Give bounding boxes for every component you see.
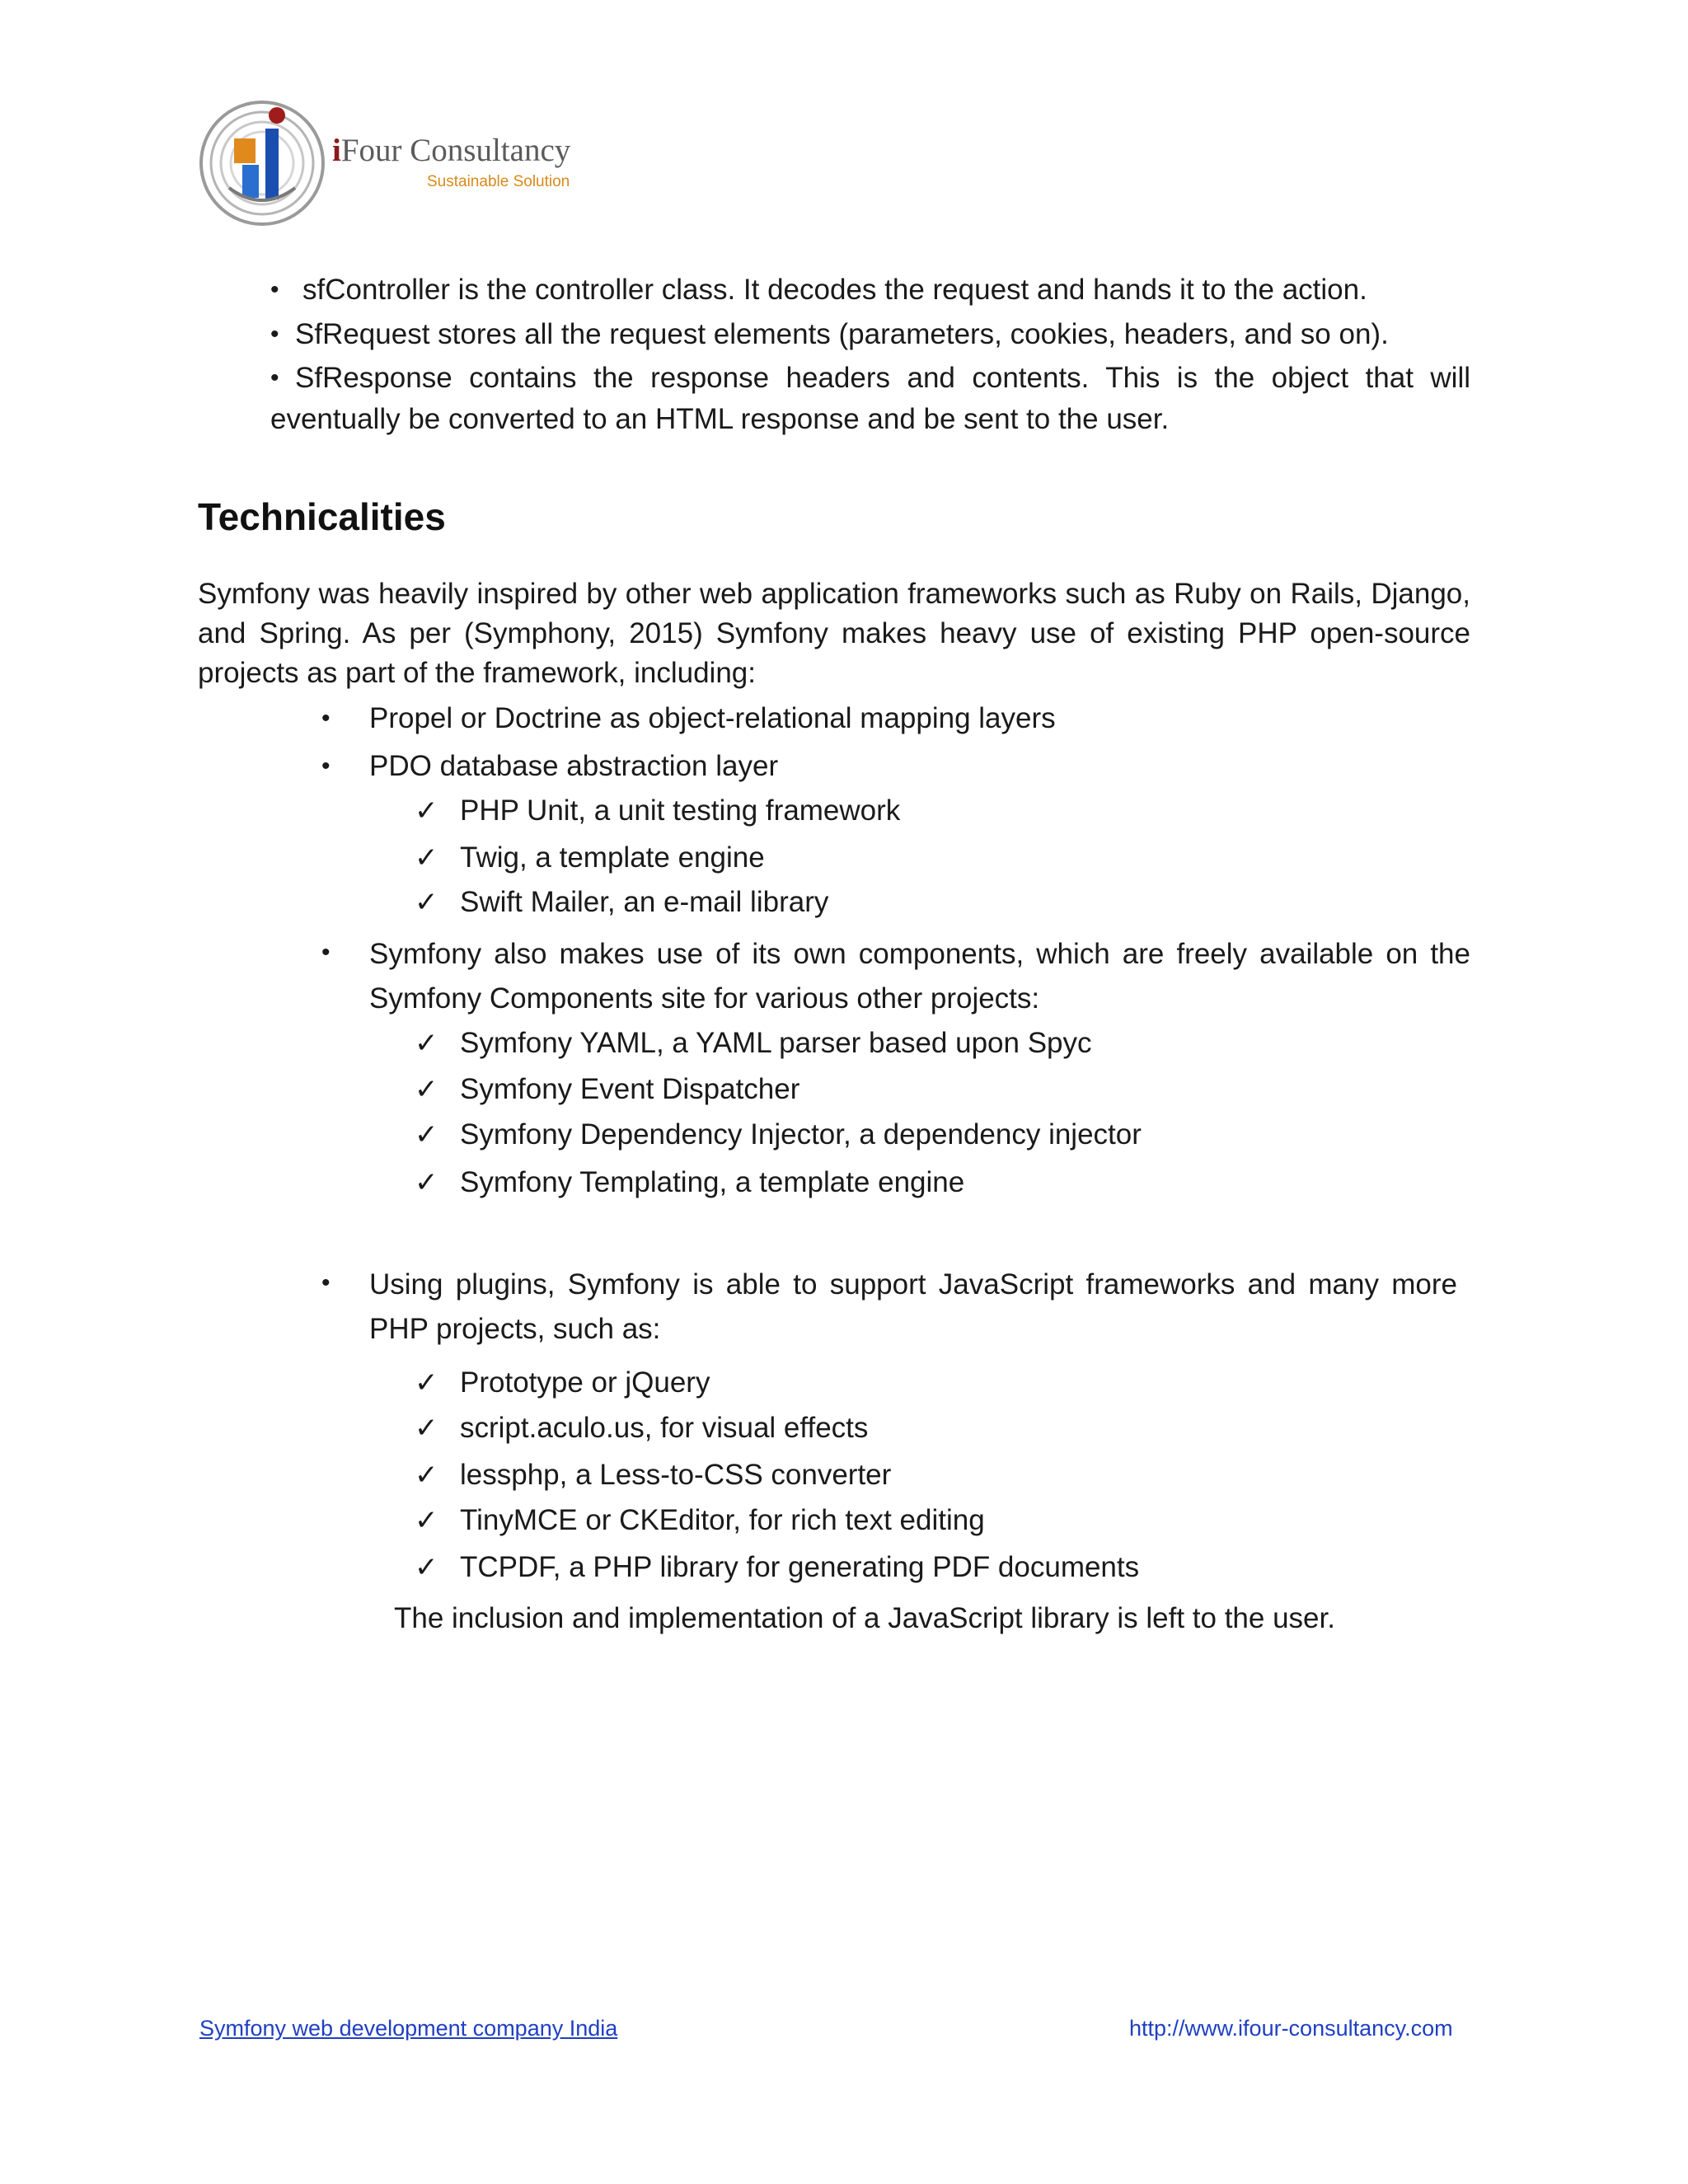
list-item: Propel or Doctrine as object-relational mapping layers: [369, 702, 1056, 734]
bullet-icon: •: [321, 705, 331, 732]
intro-bullet: sfController is the controller class. It decodes the request and hands it to the action.: [302, 274, 1367, 306]
check-icon: ✓: [415, 1366, 438, 1399]
check-item: Prototype or jQuery: [460, 1366, 710, 1399]
bullet-icon: •: [270, 276, 279, 303]
footer-url[interactable]: http://www.ifour-consultancy.com: [1129, 2016, 1453, 2041]
check-icon: ✓: [415, 1459, 438, 1492]
list-item: PDO database abstraction layer: [369, 750, 779, 782]
logo-tagline: Sustainable Solution: [427, 173, 570, 190]
intro-bullet: SfResponse contains the response headers and contents. This is the object that will eventually be converted to an HTML response and be sent to the user.: [270, 362, 1470, 435]
footer-link[interactable]: Symfony web development company India: [199, 2016, 618, 2041]
section-paragraph: Symfony was heavily inspired by other web application frameworks such as Ruby on Rails, Django, and Spring. As per (Symphony, 2015) Symfony makes heavy use of existing PHP open-source projects as part of the framework, including:: [198, 578, 1470, 689]
logo-wordmark: iFour Consultancy: [332, 133, 571, 168]
section-heading: Technicalities: [198, 495, 446, 538]
check-item: TCPDF, a PHP library for generating PDF documents: [460, 1551, 1140, 1583]
company-logo: [196, 97, 592, 229]
check-item: PHP Unit, a unit testing framework: [460, 794, 901, 827]
closing-note: The inclusion and implementation of a JavaScript library is left to the user.: [394, 1602, 1335, 1634]
list-item: Symfony also makes use of its own components, which are freely available on the Symfony Components site for various other projects:: [369, 938, 1470, 1015]
check-icon: ✓: [415, 1118, 438, 1151]
check-item: Symfony Dependency Injector, a dependency injector: [460, 1118, 1142, 1151]
ifour-logo-icon: [196, 97, 328, 229]
list-item: Using plugins, Symfony is able to support JavaScript frameworks and many more PHP projects, such as:: [369, 1268, 1457, 1345]
check-item: Swift Mailer, an e-mail library: [460, 886, 829, 918]
check-icon: ✓: [415, 794, 438, 827]
check-icon: ✓: [415, 1027, 438, 1060]
check-item: script.aculo.us, for visual effects: [460, 1412, 869, 1444]
check-item: Symfony YAML, a YAML parser based upon Spyc: [460, 1027, 1092, 1059]
check-item: lessphp, a Less-to-CSS converter: [460, 1459, 892, 1491]
check-icon: ✓: [415, 1551, 438, 1584]
intro-bullet: SfRequest stores all the request elements (parameters, cookies, headers, and so on).: [295, 318, 1389, 350]
check-item: Symfony Event Dispatcher: [460, 1073, 800, 1105]
check-item: Twig, a template engine: [460, 841, 765, 874]
check-item: Symfony Templating, a template engine: [460, 1166, 965, 1198]
check-icon: ✓: [415, 1073, 438, 1106]
check-icon: ✓: [415, 1504, 438, 1537]
check-icon: ✓: [415, 1412, 438, 1445]
check-icon: ✓: [415, 1166, 438, 1199]
check-item: TinyMCE or CKEditor, for rich text editing: [460, 1504, 985, 1536]
bullet-icon: •: [321, 1269, 331, 1296]
bullet-icon: •: [270, 321, 279, 348]
bullet-icon: •: [321, 752, 331, 780]
bullet-icon: •: [270, 364, 279, 391]
check-icon: ✓: [415, 886, 438, 919]
check-icon: ✓: [415, 841, 438, 874]
bullet-icon: •: [321, 939, 331, 966]
